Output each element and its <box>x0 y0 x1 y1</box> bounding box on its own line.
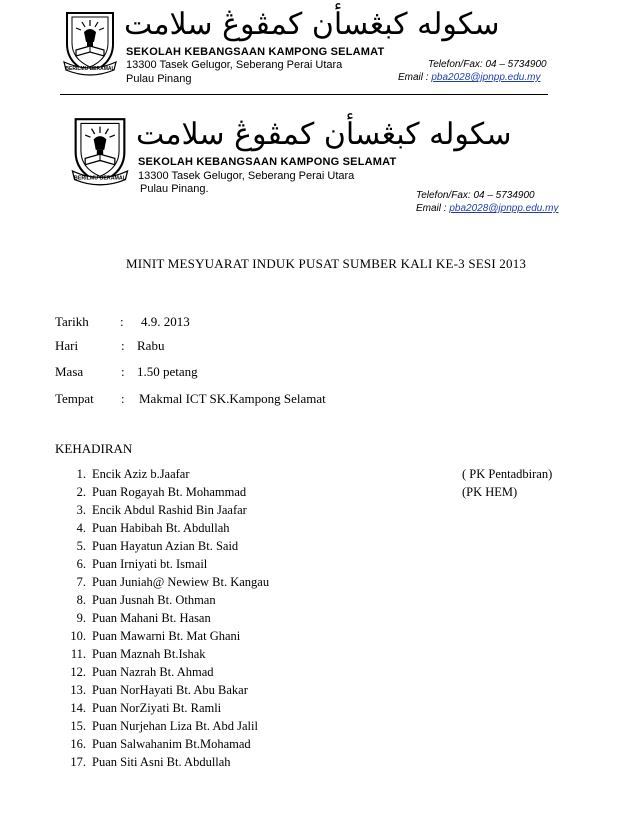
list-number: 14. <box>70 701 86 715</box>
list-item <box>60 557 580 576</box>
school-address-line1: 13300 Tasek Gelugor, Seberang Perai Utara <box>138 170 355 182</box>
info-value-time: 1.50 petang <box>137 364 198 379</box>
list-item <box>60 503 580 522</box>
attendee-role: (PK HEM) <box>462 485 518 499</box>
info-label-date: Tarikh <box>55 314 89 329</box>
minutes-title: MINIT MESYUARAT INDUK PUSAT SUMBER KALI KE-3 SESI 2013 <box>126 256 527 271</box>
attendee-name: Puan Rogayah Bt. Mohammad <box>92 485 247 499</box>
list-item <box>60 647 580 666</box>
attendee-name: Puan Maznah Bt.Ishak <box>92 647 206 661</box>
list-item <box>60 593 580 612</box>
list-item <box>60 629 580 648</box>
school-crest-logo <box>70 116 130 188</box>
list-item <box>60 539 580 558</box>
email-link[interactable]: pba2028@jpnpp.edu.my <box>449 203 559 214</box>
info-label-time: Masa <box>55 364 84 379</box>
info-value-date: 4.9. 2013 <box>141 314 190 329</box>
info-colon: : <box>121 364 125 379</box>
attendee-name: Puan Habibah Bt. Abdullah <box>92 521 230 535</box>
school-crest-logo <box>62 10 118 78</box>
school-name-jawi: سكوله كبڠسأن كمڤوڠ سلامت <box>124 7 500 42</box>
school-address-line2: Pulau Pinang <box>126 73 192 85</box>
attendee-name: Puan NorHayati Bt. Abu Bakar <box>92 683 248 697</box>
list-number: 11. <box>70 647 86 661</box>
info-label-day: Hari <box>55 338 79 353</box>
list-item <box>60 719 580 738</box>
attendee-name: Puan Salwahanim Bt.Mohamad <box>92 737 251 751</box>
list-number: 12. <box>70 665 86 679</box>
list-number: 1. <box>76 467 86 481</box>
list-number: 2. <box>76 485 86 499</box>
attendee-name: Encik Abdul Rashid Bin Jaafar <box>92 503 247 517</box>
school-name-jawi: سكوله كبڠسأن كمڤوڠ سلامت <box>136 117 512 152</box>
list-number: 15. <box>70 719 86 733</box>
list-item <box>60 755 580 774</box>
info-colon: : <box>121 391 125 406</box>
list-number: 10. <box>70 629 86 643</box>
attendee-name: Puan Nurjehan Liza Bt. Abd Jalil <box>92 719 258 733</box>
attendee-name: Puan NorZiyati Bt. Ramli <box>92 701 222 715</box>
info-label-venue: Tempat <box>55 391 94 406</box>
attendee-role: ( PK Pentadbiran) <box>462 467 553 481</box>
school-address-line1: 13300 Tasek Gelugor, Seberang Perai Utara <box>126 59 343 71</box>
email-label: Email : <box>398 72 432 83</box>
list-number: 6. <box>76 557 86 571</box>
svg-text:BERILMU BERAMAL: BERILMU BERAMAL <box>74 175 126 182</box>
email-link[interactable]: pba2028@jpnpp.edu.my <box>431 72 541 83</box>
attendee-name: Puan Mawarni Bt. Mat Ghani <box>92 629 241 643</box>
info-value-venue: Makmal ICT SK.Kampong Selamat <box>139 391 326 406</box>
list-number: 8. <box>76 593 86 607</box>
list-item <box>60 701 580 720</box>
list-item <box>60 467 580 486</box>
info-colon: : <box>121 338 125 353</box>
list-number: 5. <box>76 539 86 553</box>
school-name: SEKOLAH KEBANGSAAN KAMPONG SELAMAT <box>126 46 385 58</box>
list-item <box>60 665 580 684</box>
school-email <box>398 72 540 83</box>
school-phone: Telefon/Fax: 04 – 5734900 <box>416 190 535 201</box>
list-number: 9. <box>76 611 86 625</box>
svg-text:BERILMU BERAMAL: BERILMU BERAMAL <box>65 66 115 72</box>
list-item <box>60 521 580 540</box>
attendance-heading: KEHADIRAN <box>55 441 133 456</box>
list-item <box>60 683 580 702</box>
attendee-name: Puan Hayatun Azian Bt. Said <box>92 539 239 553</box>
list-number: 17. <box>70 755 86 769</box>
attendee-name: Puan Jusnah Bt. Othman <box>92 593 216 607</box>
list-item <box>60 485 580 504</box>
info-colon: : <box>120 314 124 329</box>
list-number: 13. <box>70 683 86 697</box>
header-divider <box>60 94 548 95</box>
attendee-name: Puan Irniyati bt. Ismail <box>92 557 208 571</box>
school-phone: Telefon/Fax: 04 – 5734900 <box>428 59 547 70</box>
attendee-name: Puan Juniah@ Newiew Bt. Kangau <box>92 575 270 589</box>
list-number: 7. <box>76 575 86 589</box>
list-number: 16. <box>70 737 86 751</box>
info-value-day: Rabu <box>137 338 165 353</box>
list-number: 3. <box>76 503 86 517</box>
email-label: Email : <box>416 203 450 214</box>
list-item <box>60 737 580 756</box>
school-address-line2: Pulau Pinang. <box>140 183 209 195</box>
list-number: 4. <box>76 521 86 535</box>
attendee-name: Puan Nazrah Bt. Ahmad <box>92 665 214 679</box>
list-item <box>60 611 580 630</box>
attendee-name: Encik Aziz b.Jaafar <box>92 467 190 481</box>
attendee-name: Puan Siti Asni Bt. Abdullah <box>92 755 231 769</box>
list-item <box>60 575 580 594</box>
attendee-name: Puan Mahani Bt. Hasan <box>92 611 211 625</box>
school-email <box>416 203 558 214</box>
school-name: SEKOLAH KEBANGSAAN KAMPONG SELAMAT <box>138 156 397 168</box>
